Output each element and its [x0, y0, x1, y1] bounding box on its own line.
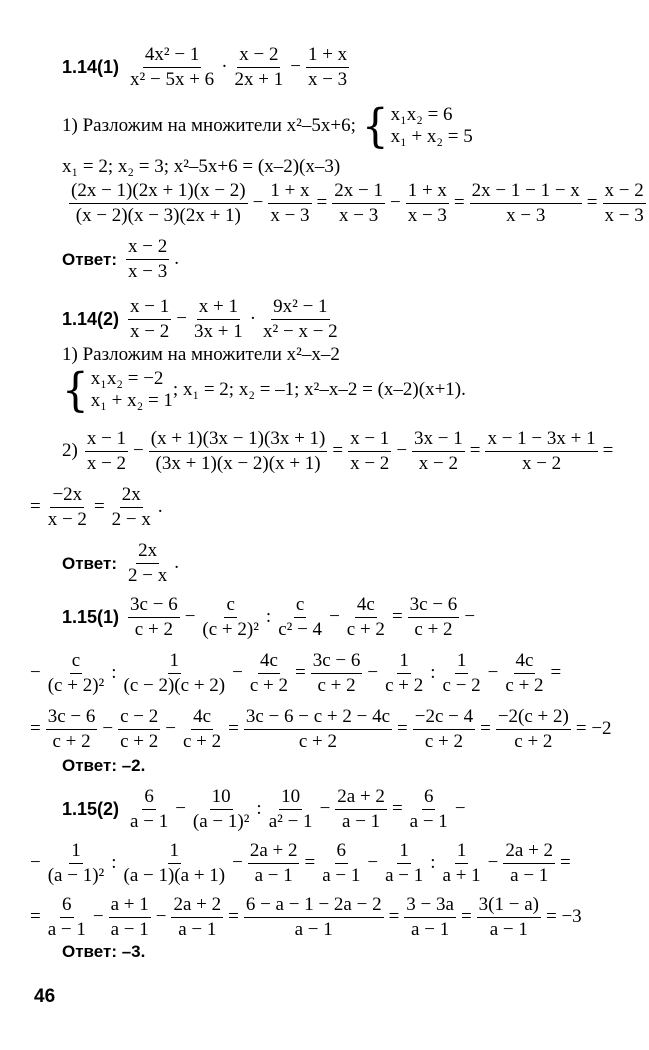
denominator: a − 1: [510, 864, 549, 886]
numerator: 3c − 6 − c + 2 − 4c: [244, 706, 392, 730]
numerator: 2a + 2: [503, 840, 555, 864]
numerator: x − 2: [603, 180, 646, 204]
numerator: 3c − 6: [408, 594, 460, 618]
numerator: 1 + x: [268, 180, 311, 204]
brace-icon: {: [62, 362, 89, 417]
fraction: [503, 650, 545, 697]
numerator: x − 1: [128, 296, 171, 320]
fraction: [413, 706, 475, 753]
operator: .: [174, 248, 179, 270]
numerator: 6: [142, 786, 156, 810]
p1-step1-text: 1) Разложим на множители x²–5x+6;: [62, 114, 356, 136]
numerator: x − 1: [348, 428, 391, 452]
fraction: [233, 44, 286, 91]
numerator: 4c: [258, 650, 280, 674]
fraction: [404, 894, 456, 941]
fraction: [496, 706, 571, 753]
numerator: 9x² − 1: [271, 296, 329, 320]
denominator: 3x + 1: [193, 320, 243, 342]
operator: −: [176, 308, 187, 330]
numerator: 3c − 6: [311, 650, 363, 674]
operator: .: [157, 496, 163, 518]
operator: −: [232, 662, 243, 684]
numerator: 2a + 2: [335, 786, 387, 810]
numerator: c: [70, 650, 82, 674]
p1-solution-expr: [66, 180, 649, 227]
denominator: c + 2: [424, 730, 463, 752]
operator: =: [550, 662, 562, 684]
fraction: [408, 786, 450, 833]
denominator: (3x + 1)(x − 2)(x + 1): [155, 452, 321, 474]
p3-line2: [28, 650, 563, 697]
fraction: [181, 706, 223, 753]
p1-step1: [62, 98, 473, 153]
numerator: x + 1: [197, 296, 240, 320]
denominator: c + 2: [385, 674, 424, 696]
operator: = −2: [575, 718, 612, 740]
operator: =: [332, 440, 344, 462]
operator: .: [174, 552, 179, 574]
operator: −: [165, 718, 176, 740]
numerator: 2x: [120, 484, 143, 508]
denominator: c + 2: [249, 674, 288, 696]
fraction: [128, 594, 180, 641]
p2-step1-text: 1) Разложим на множители x²–x–2: [62, 344, 340, 365]
denominator: (x − 2)(x − 3)(2x + 1): [75, 204, 241, 226]
fraction: [128, 296, 171, 343]
fraction: [244, 706, 392, 753]
p1-system-eq1: x₁x₂ = 6: [390, 104, 453, 125]
p2-step2: [62, 428, 615, 475]
operator: −: [367, 662, 379, 684]
operator: −: [232, 852, 243, 874]
fraction: [406, 180, 449, 227]
numerator: (x + 1)(3x − 1)(3x + 1): [149, 428, 328, 452]
numerator: 1: [455, 650, 469, 674]
p1-answer: [62, 236, 181, 283]
denominator: c + 2: [298, 730, 337, 752]
operator: −: [92, 906, 104, 928]
denominator: x − 3: [307, 68, 348, 90]
p1-label: 1.14(1): [62, 57, 120, 77]
fraction: [348, 428, 391, 475]
denominator: c + 2: [414, 618, 453, 640]
denominator: x − 3: [506, 204, 546, 226]
p2-answer-label: Ответ:: [62, 553, 117, 573]
numerator: 2a + 2: [248, 840, 300, 864]
p3-line2-expr: [28, 650, 563, 697]
fraction: [267, 786, 315, 833]
denominator: a − 1: [254, 864, 293, 886]
operator: −: [175, 798, 186, 820]
p3-heading: [62, 594, 477, 641]
denominator: x² − 5x + 6: [130, 68, 215, 90]
numerator: x − 1: [85, 428, 128, 452]
denominator: x − 2: [86, 452, 127, 474]
denominator: x − 2: [521, 452, 562, 474]
operator: :: [430, 662, 436, 684]
operator: =: [480, 718, 491, 740]
denominator: a − 1: [322, 864, 361, 886]
numerator: 4c: [191, 706, 213, 730]
p3-line3: [28, 706, 614, 753]
p2-system-line: [62, 362, 466, 417]
denominator: a − 1: [489, 918, 528, 940]
p4-answer-text: Ответ: –3.: [62, 942, 146, 961]
fraction: [383, 650, 425, 697]
fraction: [191, 786, 252, 833]
fraction: [412, 428, 465, 475]
p2-step2-expr: [82, 428, 616, 475]
numerator: 4x² − 1: [143, 44, 201, 68]
operator: ·: [249, 308, 257, 330]
operator: −: [454, 798, 466, 820]
p4-label: 1.15(2): [62, 799, 120, 819]
denominator: 2 − x: [111, 508, 151, 530]
fraction: [408, 594, 460, 641]
numerator: x − 2: [237, 44, 280, 68]
denominator: c + 2: [317, 674, 356, 696]
operator: −: [329, 606, 340, 628]
numerator: 1 + x: [306, 44, 349, 68]
brace-icon: {: [361, 98, 389, 153]
p4-answer: [62, 942, 151, 962]
numerator: x − 2: [126, 236, 169, 260]
p1-head-expr: [125, 44, 352, 91]
denominator: 2x + 1: [234, 68, 284, 90]
operator: −: [102, 718, 114, 740]
operator: −: [319, 798, 331, 820]
numerator: 3c − 6: [128, 594, 180, 618]
fraction: [122, 650, 228, 697]
numerator: 2a + 2: [171, 894, 223, 918]
numerator: a + 1: [109, 894, 151, 918]
fraction: [149, 428, 328, 475]
fraction: [276, 594, 324, 641]
p1-system: [361, 98, 473, 153]
fraction: [261, 296, 340, 343]
denominator: c + 2: [134, 618, 173, 640]
p2-step2-label: 2): [62, 440, 78, 462]
operator: =: [460, 906, 472, 928]
p4-head-expr: [125, 786, 467, 833]
denominator: a + 1: [442, 864, 481, 886]
denominator: c + 2: [52, 730, 91, 752]
denominator: x − 3: [339, 204, 379, 226]
p4-line2-expr: [28, 840, 573, 887]
fraction: [46, 894, 88, 941]
p1-answer-expr: [123, 236, 181, 283]
numerator: 3x − 1: [412, 428, 465, 452]
numerator: (2x − 1)(2x + 1)(x − 2): [69, 180, 248, 204]
fraction: [126, 236, 169, 283]
p1-answer-label: Ответ:: [62, 249, 117, 269]
p3-head-expr: [125, 594, 477, 641]
operator: −: [184, 606, 196, 628]
denominator: x − 3: [270, 204, 310, 226]
denominator: c + 2: [346, 618, 385, 640]
operator: −: [133, 440, 144, 462]
p2-step2-cont: [28, 484, 165, 531]
fraction: [128, 786, 170, 833]
p2-step1: [62, 344, 340, 366]
operator: :: [111, 852, 117, 874]
fraction: [126, 540, 169, 587]
denominator: x − 2: [130, 320, 170, 342]
numerator: 1: [397, 840, 411, 864]
fraction: [128, 44, 216, 91]
numerator: 1: [168, 650, 182, 674]
p2-step2-cont-expr: [28, 484, 165, 531]
numerator: −2(c + 2): [496, 706, 571, 730]
p2-heading: [62, 296, 343, 343]
denominator: (a − 1)²: [192, 810, 250, 832]
operator: −: [389, 192, 401, 214]
operator: −: [30, 662, 41, 684]
numerator: 1: [69, 840, 83, 864]
numerator: 2x − 1 − 1 − x: [470, 180, 582, 204]
p1-system-eq2: x₁ + x₂ = 5: [390, 125, 473, 147]
p2-answer-expr: [123, 540, 181, 587]
denominator: x − 2: [418, 452, 458, 474]
numerator: 2x: [136, 540, 159, 564]
p2-system: [62, 362, 173, 417]
fraction: [46, 650, 107, 697]
denominator: c² − 4: [278, 618, 323, 640]
denominator: c + 2: [514, 730, 553, 752]
operator: =: [391, 798, 403, 820]
operator: −: [30, 852, 41, 874]
denominator: a − 1: [47, 918, 86, 940]
p1-roots-text: x₁ = 2; x₂ = 3; x²–5x+6 = (x–2)(x–3): [62, 156, 341, 177]
denominator: a² − 1: [268, 810, 313, 832]
p2-system-eq1: x₁x₂ = −2: [90, 368, 164, 389]
denominator: (a − 1)²: [47, 864, 105, 886]
numerator: 6 − a − 1 − 2a − 2: [244, 894, 384, 918]
operator: −: [367, 852, 379, 874]
fraction: [122, 840, 228, 887]
numerator: 6: [60, 894, 74, 918]
fraction: [306, 44, 349, 91]
operator: =: [304, 852, 316, 874]
denominator: a − 1: [130, 810, 169, 832]
operator: =: [30, 496, 41, 518]
numerator: 3c − 6: [46, 706, 98, 730]
denominator: 2 − x: [128, 564, 168, 586]
operator: =: [388, 906, 400, 928]
fraction: [332, 180, 385, 227]
denominator: x² − x − 2: [263, 320, 338, 342]
fraction: [311, 650, 363, 697]
p4-line3-expr: [28, 894, 584, 941]
p1-heading: [62, 44, 352, 91]
fraction: [383, 840, 425, 887]
p1-roots: [62, 156, 340, 178]
denominator: a − 1: [294, 918, 333, 940]
denominator: x − 2: [47, 508, 87, 530]
fraction: [110, 484, 153, 531]
numerator: c: [294, 594, 306, 618]
operator: =: [602, 440, 614, 462]
denominator: x − 3: [604, 204, 644, 226]
numerator: 10: [210, 786, 233, 810]
p2-head-expr: [125, 296, 343, 343]
p2-label: 1.14(2): [62, 309, 120, 329]
fraction: [109, 894, 151, 941]
numerator: 1: [397, 650, 411, 674]
fraction: [46, 706, 98, 753]
fraction: [192, 296, 245, 343]
operator: :: [430, 852, 436, 874]
operator: =: [391, 606, 403, 628]
numerator: 6: [422, 786, 436, 810]
numerator: 4c: [514, 650, 536, 674]
p3-answer-text: Ответ: –2.: [62, 756, 146, 775]
denominator: a − 1: [178, 918, 217, 940]
fraction: [248, 840, 300, 887]
numerator: c: [224, 594, 236, 618]
fraction: [46, 840, 107, 887]
fraction: [441, 650, 483, 697]
numerator: 1 + x: [406, 180, 449, 204]
numerator: 10: [279, 786, 302, 810]
operator: −: [464, 606, 476, 628]
denominator: (a − 1)(a + 1): [123, 864, 226, 886]
fraction: [171, 894, 223, 941]
operator: :: [111, 662, 117, 684]
p3-answer: [62, 756, 151, 776]
operator: =: [93, 496, 105, 518]
denominator: a − 1: [411, 918, 450, 940]
denominator: c + 2: [182, 730, 222, 752]
denominator: (c + 2)²: [202, 618, 259, 640]
p1-solution: [66, 180, 649, 227]
p4-heading: [62, 786, 468, 833]
operator: =: [560, 852, 571, 874]
operator: =: [228, 906, 239, 928]
numerator: −2c − 4: [413, 706, 475, 730]
operator: =: [228, 718, 239, 740]
operator: =: [316, 192, 328, 214]
operator: =: [469, 440, 481, 462]
operator: −: [396, 440, 408, 462]
fraction: [603, 180, 646, 227]
numerator: 6: [335, 840, 349, 864]
operator: = −3: [545, 906, 582, 928]
operator: −: [155, 906, 167, 928]
operator: =: [30, 718, 41, 740]
denominator: x − 2: [350, 452, 390, 474]
operator: −: [487, 852, 499, 874]
operator: =: [294, 662, 306, 684]
operator: ·: [221, 56, 228, 78]
p3-line3-expr: [28, 706, 614, 753]
denominator: a − 1: [110, 918, 149, 940]
fraction: [248, 650, 290, 697]
operator: :: [265, 606, 272, 628]
operator: =: [453, 192, 465, 214]
page-number: 46: [34, 986, 56, 1007]
fraction: [320, 840, 362, 887]
denominator: x − 3: [128, 260, 168, 282]
fraction: [503, 840, 555, 887]
numerator: x − 1 − 3x + 1: [485, 428, 597, 452]
operator: =: [586, 192, 598, 214]
denominator: (c + 2)²: [47, 674, 105, 696]
denominator: x − 3: [407, 204, 447, 226]
operator: −: [487, 662, 499, 684]
p3-label: 1.15(1): [62, 607, 120, 627]
fraction: [118, 706, 160, 753]
operator: =: [30, 906, 41, 928]
fraction: [335, 786, 387, 833]
denominator: c + 2: [505, 674, 544, 696]
fraction: [485, 428, 597, 475]
p2-system-eq2: x₁ + x₂ = 1: [90, 389, 173, 411]
numerator: 2x − 1: [332, 180, 385, 204]
operator: :: [256, 798, 262, 820]
denominator: c + 2: [120, 730, 159, 752]
fraction: [477, 894, 541, 941]
numerator: c − 2: [118, 706, 160, 730]
numerator: 3 − 3a: [404, 894, 456, 918]
p4-line2: [28, 840, 573, 887]
p2-answer: [62, 540, 181, 587]
denominator: a − 1: [409, 810, 448, 832]
fraction: [244, 894, 384, 941]
fraction: [441, 840, 483, 887]
fraction: [268, 180, 311, 227]
fraction: [85, 428, 128, 475]
denominator: c − 2: [442, 674, 481, 696]
operator: −: [290, 56, 301, 78]
p4-line3: [28, 894, 584, 941]
fraction: [46, 484, 89, 531]
operator: −: [252, 192, 264, 214]
numerator: 1: [455, 840, 469, 864]
numerator: 3(1 − a): [477, 894, 541, 918]
denominator: a − 1: [342, 810, 381, 832]
numerator: 1: [168, 840, 182, 864]
numerator: 4c: [355, 594, 377, 618]
numerator: −2x: [50, 484, 84, 508]
operator: =: [397, 718, 408, 740]
fraction: [69, 180, 248, 227]
denominator: (c − 2)(c + 2): [123, 674, 226, 696]
p2-roots-text: ; x₁ = 2; x₂ = –1; x²–x–2 = (x–2)(x+1).: [172, 378, 466, 400]
fraction: [200, 594, 261, 641]
fraction: [470, 180, 582, 227]
fraction: [345, 594, 387, 641]
denominator: a − 1: [385, 864, 424, 886]
